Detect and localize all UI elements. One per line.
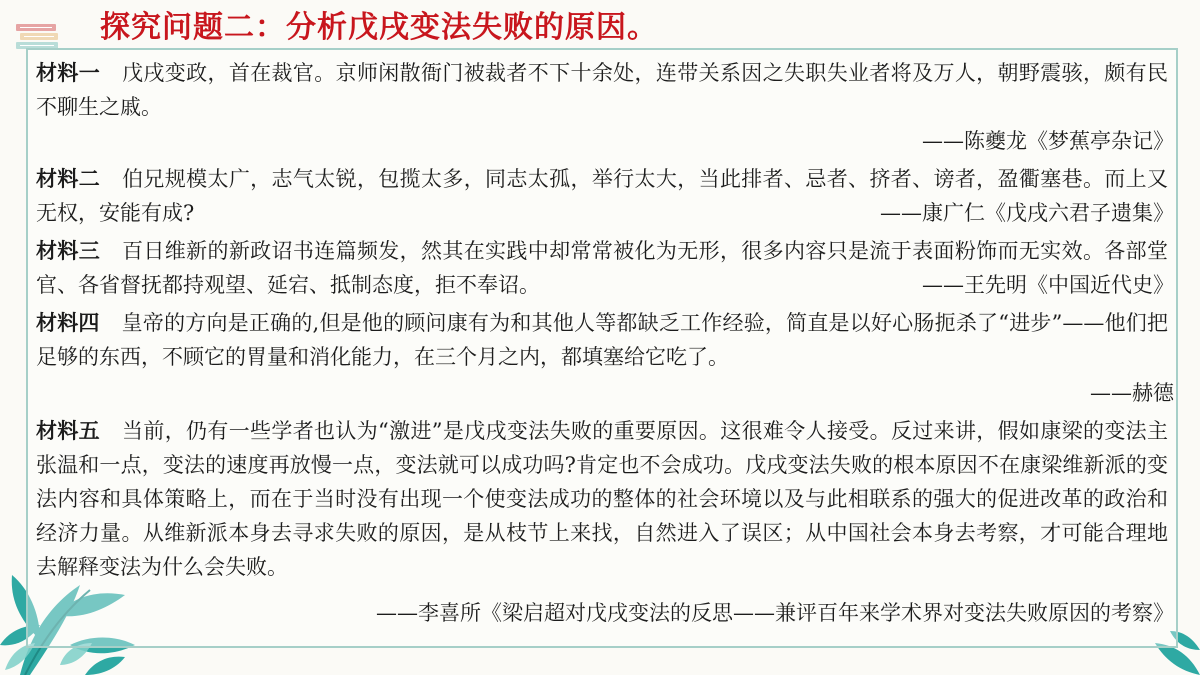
page-title: 探究问题二：分析戊戌变法失败的原因。	[100, 10, 658, 45]
material-source: ——李喜所《梁启超对戊戌变法的反思——兼评百年来学术界对变法失败原因的考察》	[376, 601, 1174, 625]
material-source: ——王先明《中国近代史》	[922, 273, 1174, 297]
material-label: 材料三	[36, 239, 101, 263]
material-text: 皇帝的方向是正确的,但是他的顾问康有为和其他人等都缺乏工作经验，简直是以好心肠扼杀了“进步”——他们把足够的东西，不顾它的胃量和消化能力，在三个月之内，都填塞给它吃了。	[36, 311, 1168, 369]
material-source: ——康广仁《戊戌六君子遗集》	[880, 201, 1174, 225]
material-5	[36, 414, 1168, 584]
material-source: ——陈夔龙《梦蕉亭杂记》	[922, 129, 1174, 153]
material-1	[36, 56, 1168, 124]
material-label: 材料一	[36, 61, 101, 85]
material-text: 百日维新的新政诏书连篇频发，然其在实践中却常常被化为无形，很多内容只是流于表面粉饰而无实效。各部堂官、各省督抚都持观望、延宕、抵制态度，拒不奉诏。	[36, 239, 1168, 297]
material-text: 戊戌变政，首在裁官。京师闲散衙门被裁者不下十余处，连带关系因之失职失业者将及万人，朝野震骇，颇有民不聊生之戚。	[36, 61, 1168, 119]
material-label: 材料四	[36, 311, 100, 335]
material-label: 材料二	[36, 167, 101, 191]
material-label: 材料五	[36, 419, 101, 443]
material-4	[36, 306, 1168, 374]
material-text: 当前，仍有一些学者也认为“激进”是戊戌变法失败的重要原因。这很难令人接受。反过来讲，假如康梁的变法主张温和一点，变法的速度再放慢一点，变法就可以成功吗?肯定也不会成功。戊戌变法失败的根本原因不在康梁维新派的变法内容和具体策略上，而在于当时没有出现一个使变法成功的整体的社会环境以及与此相联系的强大的促进改革的政治和经济力量。从维新派本身去寻求失败的原因，是从枝节上来找，自然进入了误区；从中国社会本身去考察，才可能合理地去解释变法为什么会失败。	[36, 419, 1169, 579]
material-source: ——赫德	[1090, 381, 1174, 405]
material-text: 伯兄规模太广，志气太锐，包揽太多，同志太孤，举行太大，当此排者、忌者、挤者、谤者，盈衢塞巷。而上又无权，安能有成?	[36, 167, 1168, 225]
